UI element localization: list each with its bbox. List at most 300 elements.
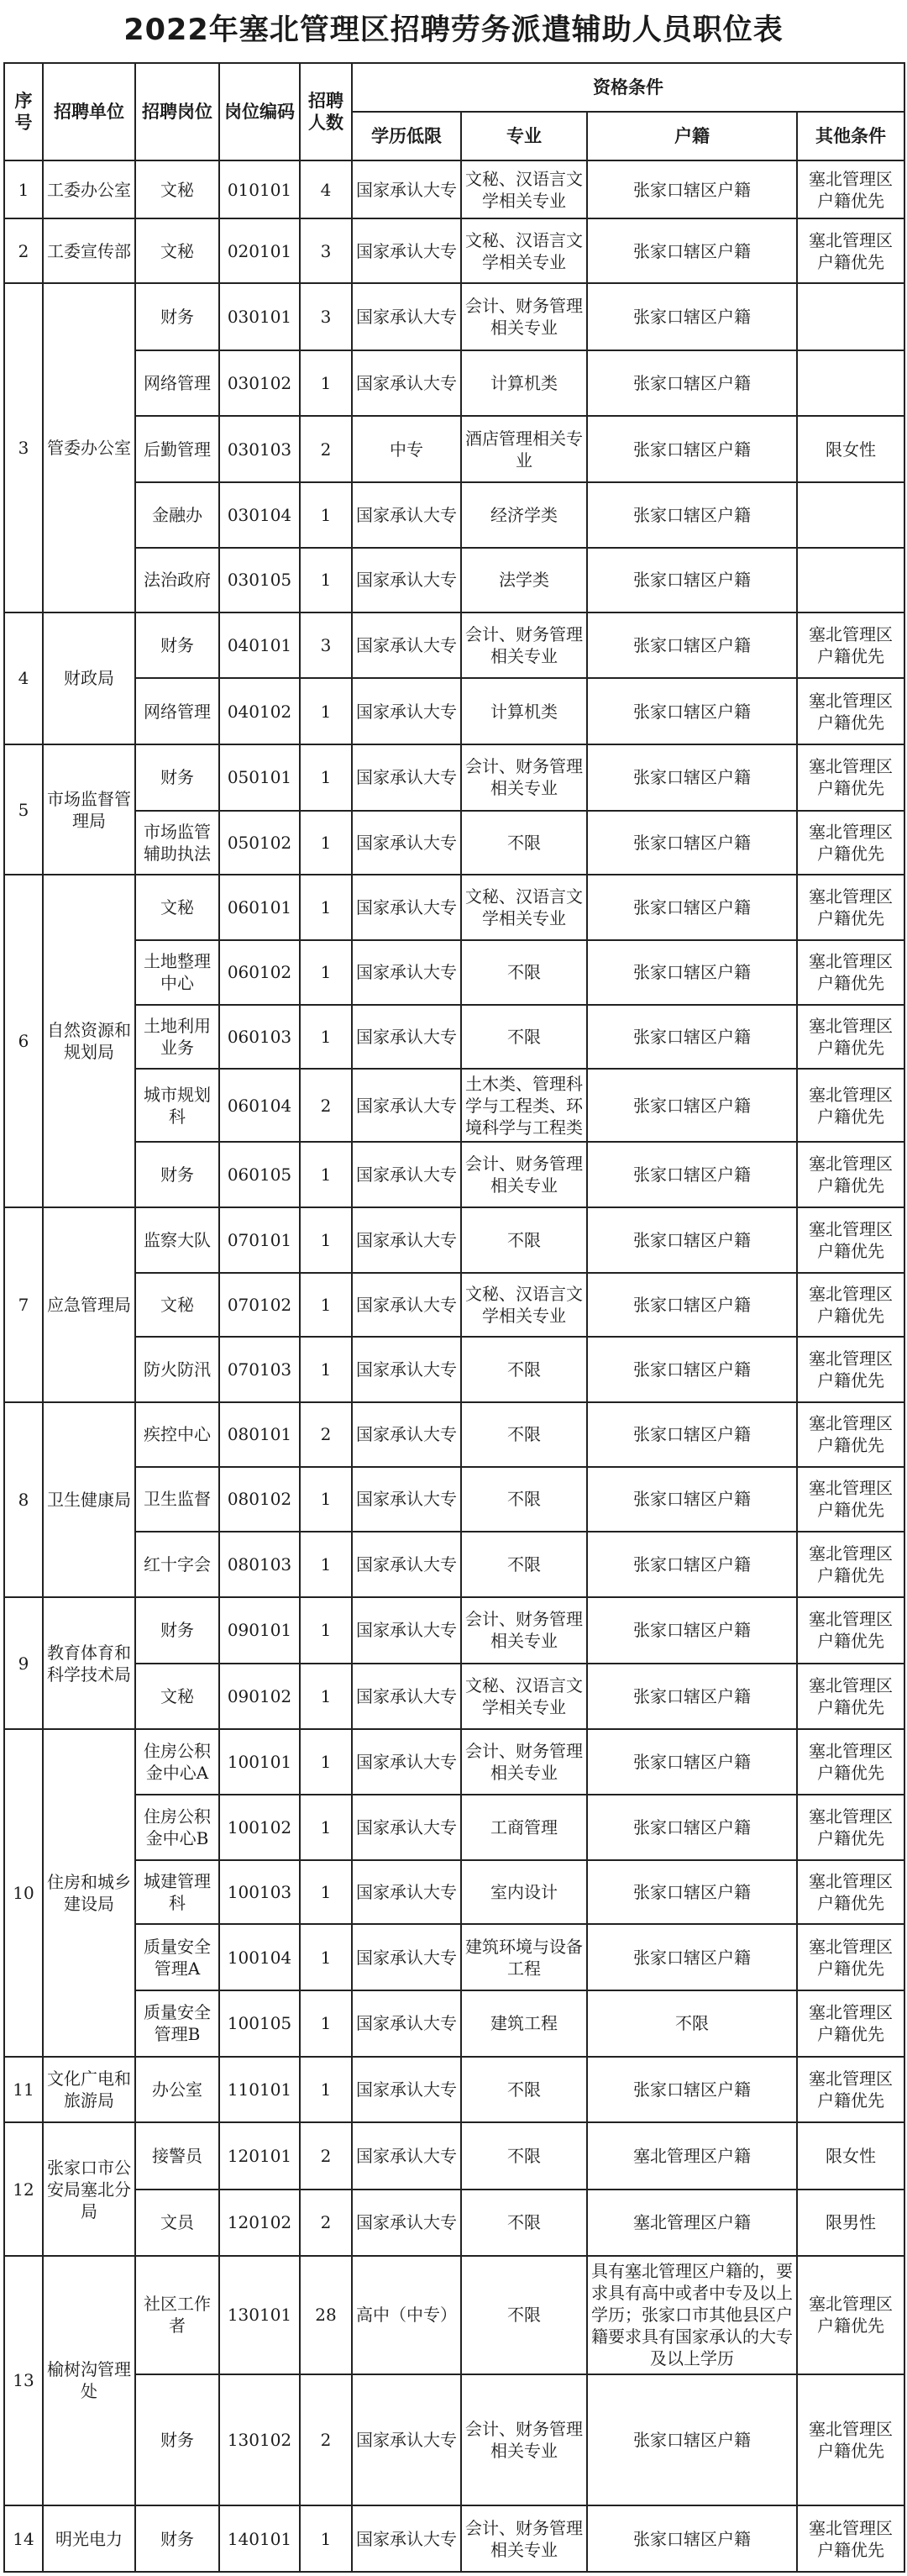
code-cell: 130101 <box>219 2256 300 2374</box>
count-cell: 1 <box>300 2505 352 2572</box>
table-row <box>4 811 904 875</box>
table-row <box>4 1924 904 1990</box>
unit-cell: 应急管理局 <box>43 1207 135 1402</box>
count-cell: 1 <box>300 1860 352 1925</box>
post-cell: 质量安全管理B <box>135 1990 219 2057</box>
seq-cell: 11 <box>4 2057 43 2123</box>
other-cell: 塞北管理区户籍优先 <box>797 1532 904 1597</box>
hukou-cell: 张家口辖区户籍 <box>587 1142 797 1207</box>
count-cell: 1 <box>300 1597 352 1664</box>
hukou-cell: 张家口辖区户籍 <box>587 1005 797 1070</box>
post-cell: 社区工作者 <box>135 2256 219 2374</box>
count-cell: 2 <box>300 416 352 482</box>
hukou-cell: 张家口辖区户籍 <box>587 416 797 482</box>
table-row <box>4 2057 904 2123</box>
education-cell: 国家承认大专 <box>352 1273 461 1338</box>
header-post: 招聘岗位 <box>135 63 219 160</box>
count-cell: 1 <box>300 1337 352 1402</box>
count-cell: 1 <box>300 350 352 417</box>
major-cell: 不限 <box>461 1467 587 1532</box>
code-cell: 120102 <box>219 2190 300 2256</box>
code-cell: 100103 <box>219 1860 300 1925</box>
hukou-cell: 张家口辖区户籍 <box>587 678 797 744</box>
other-cell: 塞北管理区户籍优先 <box>797 1597 904 1664</box>
code-cell: 060104 <box>219 1069 300 1142</box>
education-cell: 国家承认大专 <box>352 1597 461 1664</box>
hukou-cell: 张家口辖区户籍 <box>587 612 797 679</box>
major-cell: 计算机类 <box>461 350 587 417</box>
education-cell: 国家承认大专 <box>352 2374 461 2505</box>
major-cell: 不限 <box>461 1005 587 1070</box>
post-cell: 后勤管理 <box>135 416 219 482</box>
code-cell: 030104 <box>219 482 300 548</box>
unit-cell: 财政局 <box>43 612 135 744</box>
hukou-cell: 张家口辖区户籍 <box>587 875 797 940</box>
other-cell: 塞北管理区户籍优先 <box>797 612 904 679</box>
education-cell: 国家承认大专 <box>352 875 461 940</box>
count-cell: 1 <box>300 1532 352 1597</box>
education-cell: 国家承认大专 <box>352 482 461 548</box>
code-cell: 100105 <box>219 1990 300 2057</box>
table-row <box>4 612 904 679</box>
major-cell: 不限 <box>461 1532 587 1597</box>
major-cell: 土木类、管理科学与工程类、环境科学与工程类 <box>461 1069 587 1142</box>
education-cell: 国家承认大专 <box>352 1207 461 1273</box>
seq-cell: 2 <box>4 218 43 283</box>
header-other: 其他条件 <box>797 112 904 160</box>
unit-cell: 榆树沟管理处 <box>43 2256 135 2505</box>
hukou-cell: 张家口辖区户籍 <box>587 1795 797 1860</box>
table-row <box>4 1860 904 1925</box>
major-cell: 会计、财务管理相关专业 <box>461 283 587 350</box>
post-cell: 网络管理 <box>135 350 219 417</box>
count-cell: 28 <box>300 2256 352 2374</box>
other-cell <box>797 283 904 350</box>
major-cell: 不限 <box>461 1402 587 1467</box>
hukou-cell: 张家口辖区户籍 <box>587 1402 797 1467</box>
post-cell: 防火防汛 <box>135 1337 219 1402</box>
count-cell: 1 <box>300 1273 352 1338</box>
other-cell: 塞北管理区户籍优先 <box>797 875 904 940</box>
unit-cell: 明光电力 <box>43 2505 135 2572</box>
other-cell: 塞北管理区户籍优先 <box>797 160 904 218</box>
major-cell: 会计、财务管理相关专业 <box>461 2505 587 2572</box>
code-cell: 020101 <box>219 218 300 283</box>
code-cell: 060101 <box>219 875 300 940</box>
count-cell: 1 <box>300 1664 352 1730</box>
other-cell: 塞北管理区户籍优先 <box>797 678 904 744</box>
major-cell: 会计、财务管理相关专业 <box>461 1729 587 1795</box>
seq-cell: 10 <box>4 1729 43 2056</box>
education-cell: 国家承认大专 <box>352 2190 461 2256</box>
seq-cell: 7 <box>4 1207 43 1402</box>
post-cell: 住房公积金中心A <box>135 1729 219 1795</box>
major-cell: 建筑工程 <box>461 1990 587 2057</box>
count-cell: 2 <box>300 2190 352 2256</box>
hukou-cell: 张家口辖区户籍 <box>587 1664 797 1730</box>
code-cell: 030103 <box>219 416 300 482</box>
major-cell: 不限 <box>461 2256 587 2374</box>
code-cell: 100104 <box>219 1924 300 1990</box>
code-cell: 030105 <box>219 548 300 612</box>
education-cell: 国家承认大专 <box>352 940 461 1005</box>
other-cell: 塞北管理区户籍优先 <box>797 1402 904 1467</box>
hukou-cell: 张家口辖区户籍 <box>587 2057 797 2123</box>
other-cell <box>797 482 904 548</box>
hukou-cell: 张家口辖区户籍 <box>587 811 797 875</box>
code-cell: 070102 <box>219 1273 300 1338</box>
other-cell: 塞北管理区户籍优先 <box>797 1273 904 1338</box>
code-cell: 010101 <box>219 160 300 218</box>
table-row <box>4 940 904 1005</box>
education-cell: 国家承认大专 <box>352 1990 461 2057</box>
major-cell: 建筑环境与设备工程 <box>461 1924 587 1990</box>
education-cell: 国家承认大专 <box>352 2505 461 2572</box>
major-cell: 不限 <box>461 2057 587 2123</box>
seq-cell: 3 <box>4 283 43 612</box>
table-row <box>4 1990 904 2057</box>
education-cell: 国家承认大专 <box>352 1069 461 1142</box>
count-cell: 3 <box>300 218 352 283</box>
other-cell: 塞北管理区户籍优先 <box>797 811 904 875</box>
post-cell: 网络管理 <box>135 678 219 744</box>
table-row <box>4 2374 904 2505</box>
post-cell: 红十字会 <box>135 1532 219 1597</box>
table-row <box>4 1142 904 1207</box>
hukou-cell: 张家口辖区户籍 <box>587 2374 797 2505</box>
other-cell: 塞北管理区户籍优先 <box>797 2374 904 2505</box>
code-cell: 070101 <box>219 1207 300 1273</box>
code-cell: 090101 <box>219 1597 300 1664</box>
post-cell: 财务 <box>135 744 219 811</box>
other-cell: 塞北管理区户籍优先 <box>797 1729 904 1795</box>
table-row <box>4 218 904 283</box>
post-cell: 卫生监督 <box>135 1467 219 1532</box>
major-cell: 文秘、汉语言文学相关专业 <box>461 160 587 218</box>
count-cell: 3 <box>300 283 352 350</box>
code-cell: 060103 <box>219 1005 300 1070</box>
count-cell: 1 <box>300 940 352 1005</box>
code-cell: 140101 <box>219 2505 300 2572</box>
count-cell: 1 <box>300 548 352 612</box>
count-cell: 4 <box>300 160 352 218</box>
seq-cell: 14 <box>4 2505 43 2572</box>
unit-cell: 张家口市公安局塞北分局 <box>43 2122 135 2255</box>
code-cell: 080103 <box>219 1532 300 1597</box>
major-cell: 不限 <box>461 811 587 875</box>
seq-cell: 8 <box>4 1402 43 1597</box>
post-cell: 市场监管辅助执法 <box>135 811 219 875</box>
table-row <box>4 1207 904 1273</box>
code-cell: 040102 <box>219 678 300 744</box>
other-cell: 塞北管理区户籍优先 <box>797 1795 904 1860</box>
post-cell: 财务 <box>135 283 219 350</box>
code-cell: 110101 <box>219 2057 300 2123</box>
table-row <box>4 2505 904 2572</box>
other-cell: 塞北管理区户籍优先 <box>797 1860 904 1925</box>
count-cell: 2 <box>300 1069 352 1142</box>
code-cell: 030102 <box>219 350 300 417</box>
education-cell: 高中（中专） <box>352 2256 461 2374</box>
other-cell: 塞北管理区户籍优先 <box>797 218 904 283</box>
education-cell: 国家承认大专 <box>352 1467 461 1532</box>
other-cell: 塞北管理区户籍优先 <box>797 1467 904 1532</box>
count-cell: 1 <box>300 482 352 548</box>
page-title: 2022年塞北管理区招聘劳务派遣辅助人员职位表 <box>123 13 784 47</box>
table-row <box>4 1069 904 1142</box>
table-row <box>4 1729 904 1795</box>
table-row <box>4 678 904 744</box>
education-cell: 国家承认大专 <box>352 1795 461 1860</box>
table-row <box>4 1402 904 1467</box>
table-row <box>4 2122 904 2190</box>
major-cell: 不限 <box>461 1207 587 1273</box>
post-cell: 财务 <box>135 2505 219 2572</box>
table-row <box>4 1273 904 1338</box>
post-cell: 土地整理中心 <box>135 940 219 1005</box>
education-cell: 国家承认大专 <box>352 2122 461 2190</box>
table-row <box>4 1532 904 1597</box>
code-cell: 030101 <box>219 283 300 350</box>
other-cell: 塞北管理区户籍优先 <box>797 2256 904 2374</box>
post-cell: 土地利用业务 <box>135 1005 219 1070</box>
other-cell: 塞北管理区户籍优先 <box>797 940 904 1005</box>
count-cell: 2 <box>300 2122 352 2190</box>
hukou-cell: 张家口辖区户籍 <box>587 1532 797 1597</box>
header-qualifications: 资格条件 <box>352 63 904 112</box>
table-row <box>4 2190 904 2256</box>
other-cell: 限女性 <box>797 416 904 482</box>
header-major: 专业 <box>461 112 587 160</box>
header-code: 岗位编码 <box>219 63 300 160</box>
other-cell <box>797 548 904 612</box>
major-cell: 法学类 <box>461 548 587 612</box>
count-cell: 1 <box>300 1729 352 1795</box>
hukou-cell: 张家口辖区户籍 <box>587 940 797 1005</box>
unit-cell: 工委宣传部 <box>43 218 135 283</box>
education-cell: 国家承认大专 <box>352 1402 461 1467</box>
hukou-cell: 塞北管理区户籍 <box>587 2122 797 2190</box>
other-cell: 塞北管理区户籍优先 <box>797 1005 904 1070</box>
post-cell: 住房公积金中心B <box>135 1795 219 1860</box>
other-cell: 限男性 <box>797 2190 904 2256</box>
hukou-cell: 张家口辖区户籍 <box>587 2505 797 2572</box>
major-cell: 会计、财务管理相关专业 <box>461 2374 587 2505</box>
other-cell: 塞北管理区户籍优先 <box>797 2057 904 2123</box>
unit-cell: 教育体育和科学技术局 <box>43 1597 135 1729</box>
code-cell: 050101 <box>219 744 300 811</box>
other-cell: 塞北管理区户籍优先 <box>797 744 904 811</box>
count-cell: 2 <box>300 1402 352 1467</box>
hukou-cell: 张家口辖区户籍 <box>587 1337 797 1402</box>
count-cell: 1 <box>300 1990 352 2057</box>
other-cell: 塞北管理区户籍优先 <box>797 1069 904 1142</box>
education-cell: 国家承认大专 <box>352 1860 461 1925</box>
positions-table <box>3 62 905 2573</box>
count-cell: 1 <box>300 1207 352 1273</box>
hukou-cell: 张家口辖区户籍 <box>587 1860 797 1925</box>
table-row <box>4 744 904 811</box>
table-row <box>4 1467 904 1532</box>
education-cell: 国家承认大专 <box>352 1532 461 1597</box>
hukou-cell: 张家口辖区户籍 <box>587 160 797 218</box>
hukou-cell: 不限 <box>587 1990 797 2057</box>
count-cell: 3 <box>300 612 352 679</box>
other-cell: 限女性 <box>797 2122 904 2190</box>
count-cell: 1 <box>300 2057 352 2123</box>
post-cell: 城市规划科 <box>135 1069 219 1142</box>
table-row <box>4 160 904 218</box>
table-row <box>4 1597 904 1664</box>
major-cell: 文秘、汉语言文学相关专业 <box>461 1273 587 1338</box>
table-row <box>4 1337 904 1402</box>
code-cell: 080101 <box>219 1402 300 1467</box>
post-cell: 财务 <box>135 1142 219 1207</box>
education-cell: 国家承认大专 <box>352 160 461 218</box>
hukou-cell: 张家口辖区户籍 <box>587 350 797 417</box>
major-cell: 文秘、汉语言文学相关专业 <box>461 875 587 940</box>
post-cell: 疾控中心 <box>135 1402 219 1467</box>
seq-cell: 4 <box>4 612 43 744</box>
count-cell: 1 <box>300 1005 352 1070</box>
post-cell: 财务 <box>135 2374 219 2505</box>
seq-cell: 13 <box>4 2256 43 2505</box>
other-cell: 塞北管理区户籍优先 <box>797 1337 904 1402</box>
unit-cell: 住房和城乡建设局 <box>43 1729 135 2056</box>
table-row <box>4 283 904 350</box>
unit-cell: 自然资源和规划局 <box>43 875 135 1207</box>
unit-cell: 卫生健康局 <box>43 1402 135 1597</box>
post-cell: 财务 <box>135 1597 219 1664</box>
other-cell: 塞北管理区户籍优先 <box>797 1924 904 1990</box>
major-cell: 会计、财务管理相关专业 <box>461 612 587 679</box>
seq-cell: 5 <box>4 744 43 875</box>
hukou-cell: 张家口辖区户籍 <box>587 1207 797 1273</box>
table-body <box>4 160 904 2572</box>
code-cell: 120101 <box>219 2122 300 2190</box>
major-cell: 不限 <box>461 2190 587 2256</box>
education-cell: 国家承认大专 <box>352 744 461 811</box>
unit-cell: 市场监督管理局 <box>43 744 135 875</box>
post-cell: 文秘 <box>135 1273 219 1338</box>
hukou-cell: 张家口辖区户籍 <box>587 1069 797 1142</box>
header-education: 学历低限 <box>352 112 461 160</box>
post-cell: 文员 <box>135 2190 219 2256</box>
code-cell: 050102 <box>219 811 300 875</box>
major-cell: 会计、财务管理相关专业 <box>461 744 587 811</box>
post-cell: 法治政府 <box>135 548 219 612</box>
header-seq: 序号 <box>4 63 43 160</box>
table-row <box>4 1005 904 1070</box>
table-row <box>4 1795 904 1860</box>
count-cell: 1 <box>300 811 352 875</box>
code-cell: 100102 <box>219 1795 300 1860</box>
header-row <box>4 63 904 112</box>
post-cell: 城建管理科 <box>135 1860 219 1925</box>
post-cell: 文秘 <box>135 875 219 940</box>
code-cell: 130102 <box>219 2374 300 2505</box>
code-cell: 060102 <box>219 940 300 1005</box>
hukou-cell: 张家口辖区户籍 <box>587 1924 797 1990</box>
table-row <box>4 482 904 548</box>
education-cell: 国家承认大专 <box>352 612 461 679</box>
hukou-cell: 具有塞北管理区户籍的，要求具有高中或者中专及以上学历；张家口市其他县区户籍要求具有国家承认的大专及以上学历 <box>587 2256 797 2374</box>
post-cell: 办公室 <box>135 2057 219 2123</box>
code-cell: 100101 <box>219 1729 300 1795</box>
education-cell: 国家承认大专 <box>352 548 461 612</box>
post-cell: 财务 <box>135 612 219 679</box>
major-cell: 经济学类 <box>461 482 587 548</box>
major-cell: 计算机类 <box>461 678 587 744</box>
header-unit: 招聘单位 <box>43 63 135 160</box>
code-cell: 090102 <box>219 1664 300 1730</box>
table-row <box>4 875 904 940</box>
unit-cell: 文化广电和旅游局 <box>43 2057 135 2123</box>
hukou-cell: 塞北管理区户籍 <box>587 2190 797 2256</box>
table-row <box>4 548 904 612</box>
post-cell: 质量安全管理A <box>135 1924 219 1990</box>
count-cell: 1 <box>300 678 352 744</box>
code-cell: 060105 <box>219 1142 300 1207</box>
post-cell: 文秘 <box>135 218 219 283</box>
hukou-cell: 张家口辖区户籍 <box>587 1597 797 1664</box>
count-cell: 1 <box>300 1795 352 1860</box>
count-cell: 1 <box>300 1142 352 1207</box>
other-cell: 塞北管理区户籍优先 <box>797 1142 904 1207</box>
count-cell: 1 <box>300 744 352 811</box>
post-cell: 金融办 <box>135 482 219 548</box>
major-cell: 文秘、汉语言文学相关专业 <box>461 1664 587 1730</box>
major-cell: 不限 <box>461 940 587 1005</box>
education-cell: 国家承认大专 <box>352 1005 461 1070</box>
unit-cell: 工委办公室 <box>43 160 135 218</box>
table-row <box>4 2256 904 2374</box>
count-cell: 2 <box>300 2374 352 2505</box>
table-row <box>4 1664 904 1730</box>
other-cell: 塞北管理区户籍优先 <box>797 1990 904 2057</box>
education-cell: 国家承认大专 <box>352 2057 461 2123</box>
education-cell: 国家承认大专 <box>352 1142 461 1207</box>
education-cell: 国家承认大专 <box>352 1664 461 1730</box>
seq-cell: 6 <box>4 875 43 1207</box>
hukou-cell: 张家口辖区户籍 <box>587 218 797 283</box>
education-cell: 国家承认大专 <box>352 283 461 350</box>
unit-cell: 管委办公室 <box>43 283 135 612</box>
post-cell: 文秘 <box>135 1664 219 1730</box>
table-row <box>4 416 904 482</box>
major-cell: 会计、财务管理相关专业 <box>461 1597 587 1664</box>
hukou-cell: 张家口辖区户籍 <box>587 1273 797 1338</box>
code-cell: 040101 <box>219 612 300 679</box>
code-cell: 070103 <box>219 1337 300 1402</box>
count-cell: 1 <box>300 875 352 940</box>
education-cell: 国家承认大专 <box>352 1337 461 1402</box>
major-cell: 文秘、汉语言文学相关专业 <box>461 218 587 283</box>
header-hukou: 户籍 <box>587 112 797 160</box>
education-cell: 国家承认大专 <box>352 218 461 283</box>
other-cell <box>797 350 904 417</box>
hukou-cell: 张家口辖区户籍 <box>587 482 797 548</box>
major-cell: 不限 <box>461 2122 587 2190</box>
hukou-cell: 张家口辖区户籍 <box>587 1729 797 1795</box>
post-cell: 接警员 <box>135 2122 219 2190</box>
education-cell: 国家承认大专 <box>352 1729 461 1795</box>
education-cell: 国家承认大专 <box>352 811 461 875</box>
count-cell: 1 <box>300 1924 352 1990</box>
seq-cell: 1 <box>4 160 43 218</box>
major-cell: 工商管理 <box>461 1795 587 1860</box>
hukou-cell: 张家口辖区户籍 <box>587 1467 797 1532</box>
